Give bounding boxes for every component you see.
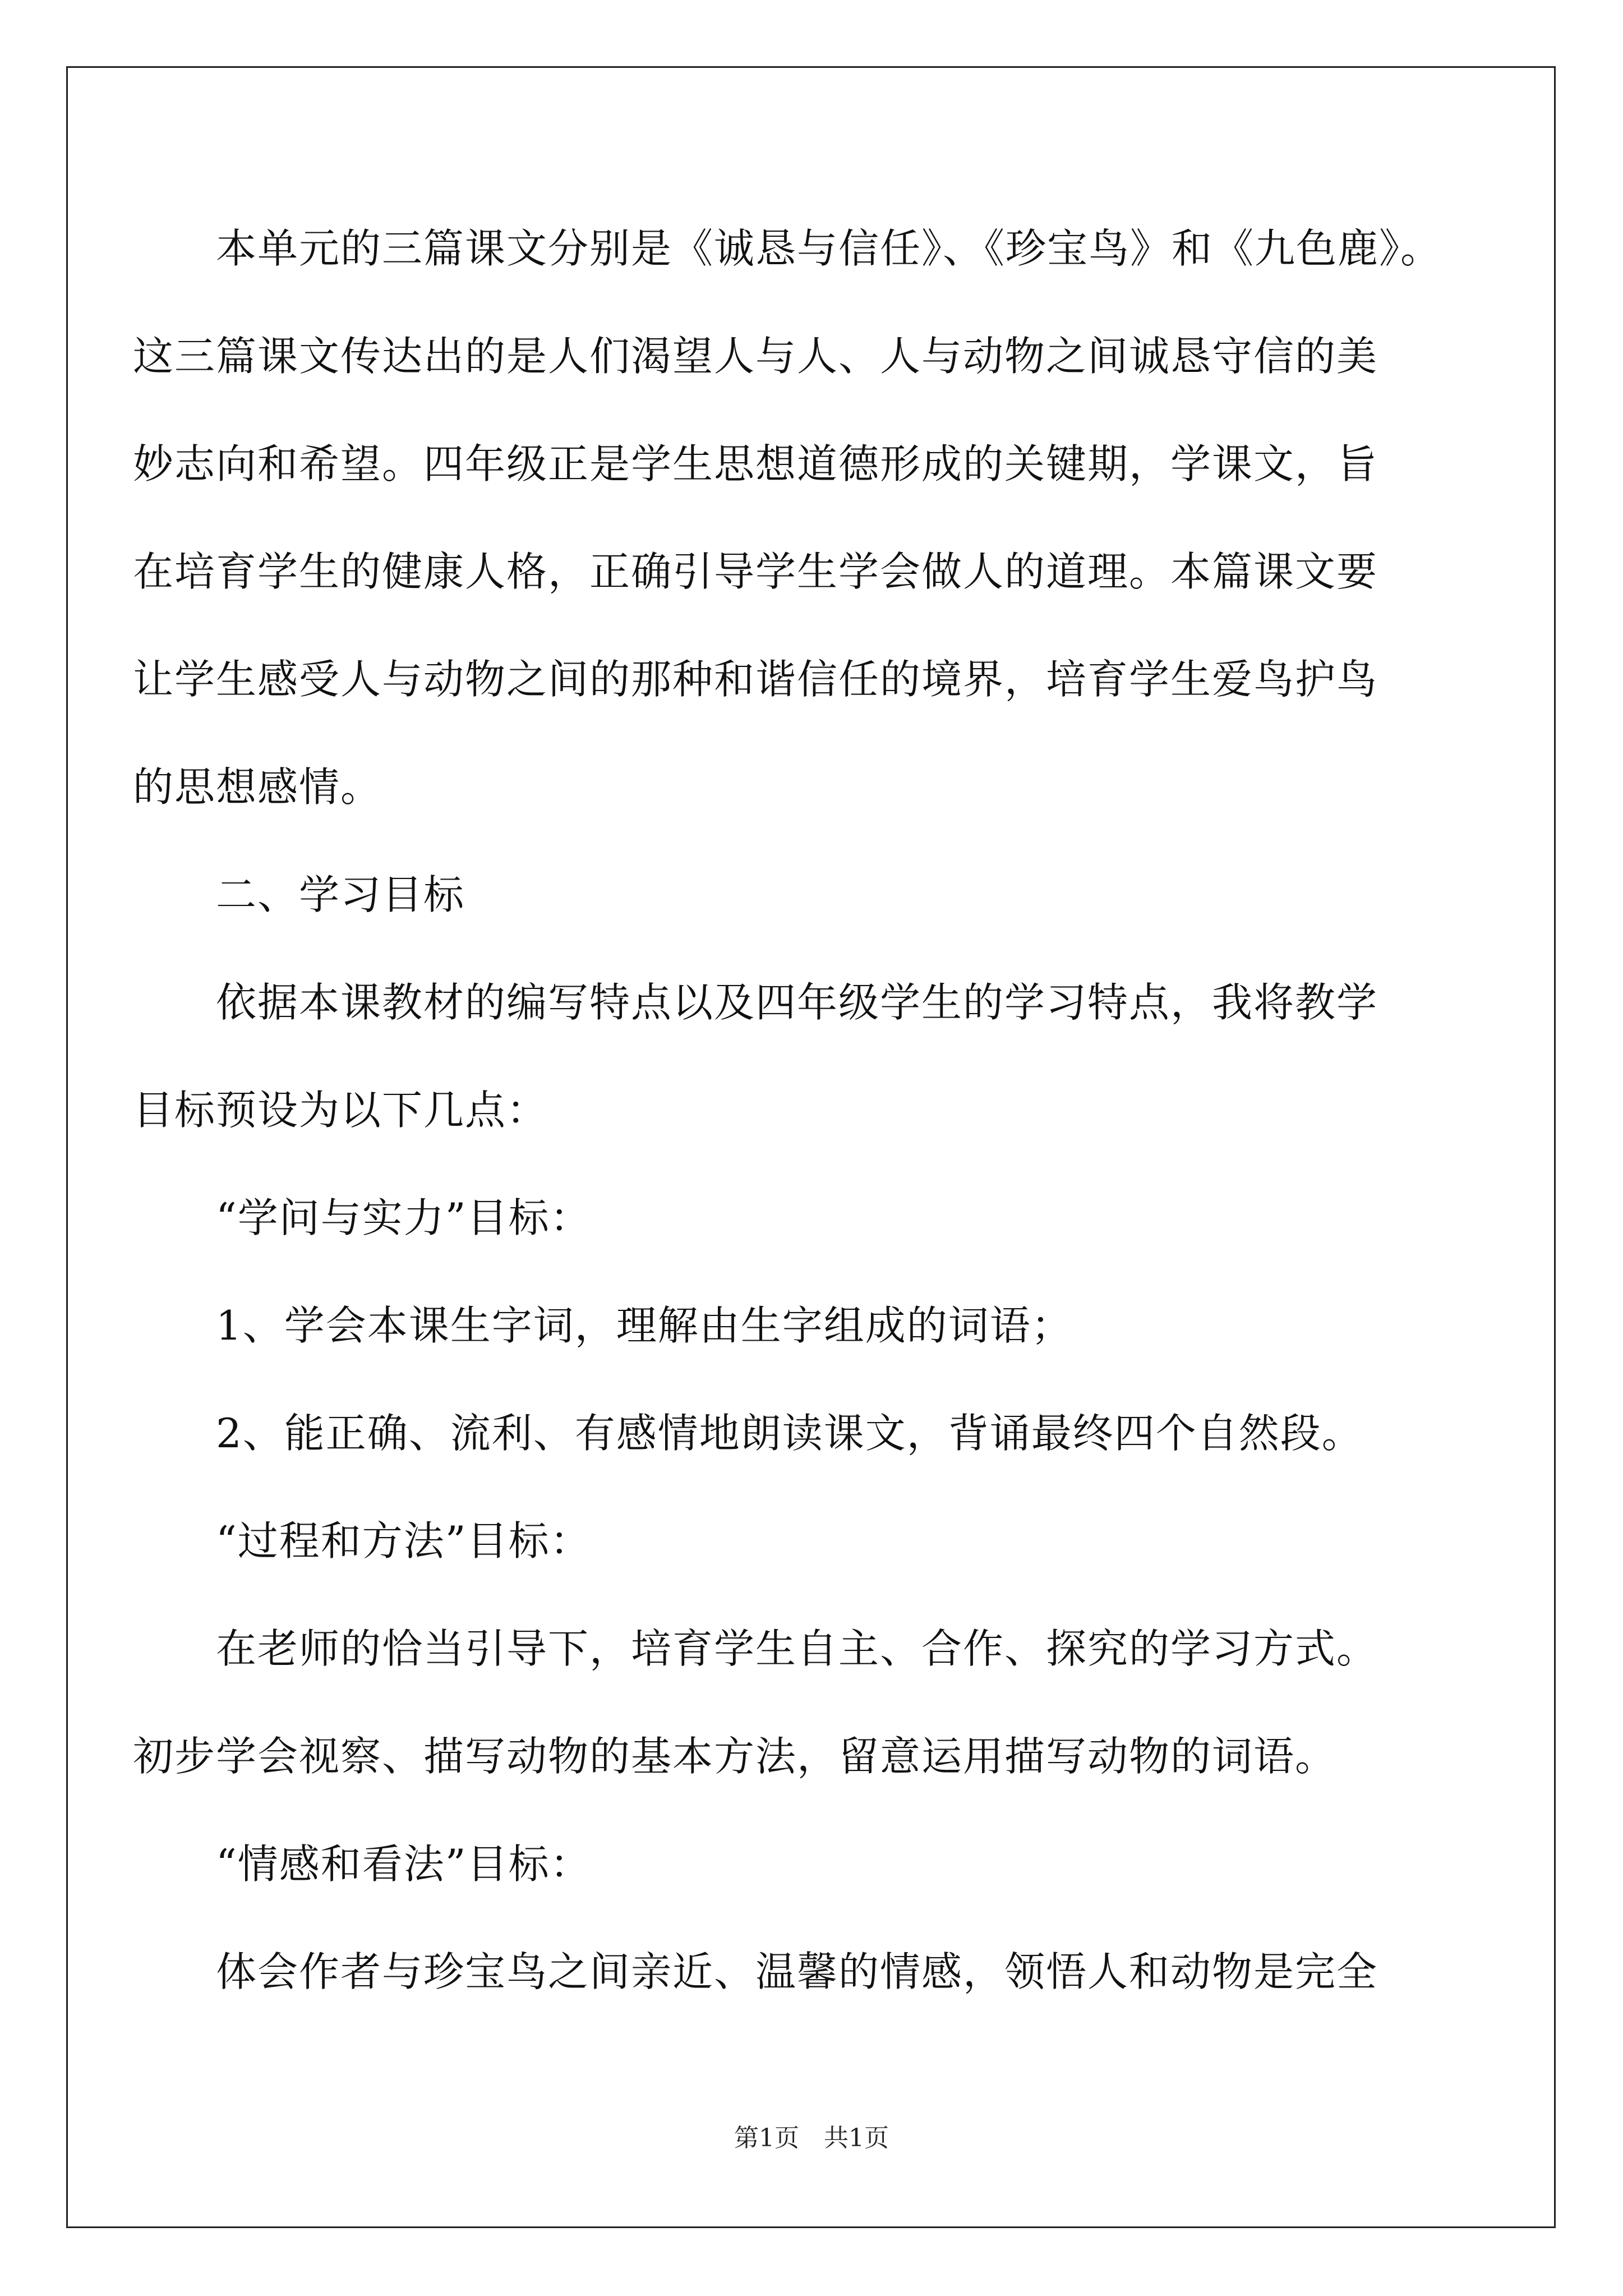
objective-heading: “学问与实力”目标： (216, 1194, 592, 1241)
section-heading: 二、学习目标 (216, 871, 465, 918)
objective-heading: “过程和方法”目标： (216, 1517, 592, 1565)
objective-heading: “情感和看法”目标： (216, 1841, 592, 1888)
list-item: 1、学会本课生字词，理解由生字组成的词语； (216, 1302, 1073, 1349)
paragraph-line: 依据本课教材的编写特点以及四年级学生的学习特点，我将教学 (216, 979, 1378, 1026)
paragraph-line: 体会作者与珍宝鸟之间亲近、温馨的情感，领悟人和动物是完全 (216, 1948, 1378, 1995)
paragraph-line: 这三篇课文传达出的是人们渴望人与人、人与动物之间诚恳守信的美 (133, 333, 1378, 380)
paragraph-line: 让学生感受人与动物之间的那种和谐信任的境界，培育学生爱鸟护鸟 (133, 656, 1378, 703)
page-border (66, 66, 1556, 2228)
paragraph-line: 的思想感情。 (133, 763, 382, 811)
paragraph-line: 目标预设为以下几点： (133, 1087, 548, 1134)
paragraph-line: 妙志向和希望。四年级正是学生思想道德形成的关键期，学课文，旨 (133, 440, 1378, 487)
paragraph-line: 在培育学生的健康人格，正确引导学生学会做人的道理。本篇课文要 (133, 548, 1378, 595)
list-item: 2、能正确、流利、有感情地朗读课文，背诵最终四个自然段。 (216, 1410, 1363, 1457)
page-number-footer: 第1页 共1页 (734, 2124, 889, 2152)
paragraph-line: 在老师的恰当引导下，培育学生自主、合作、探究的学习方式。 (216, 1625, 1378, 1672)
paragraph-line: 初步学会视察、描写动物的基本方法，留意运用描写动物的词语。 (133, 1733, 1337, 1780)
paragraph-line: 本单元的三篇课文分别是《诚恳与信任》、《珍宝鸟》和《九色鹿》。 (216, 225, 1442, 272)
